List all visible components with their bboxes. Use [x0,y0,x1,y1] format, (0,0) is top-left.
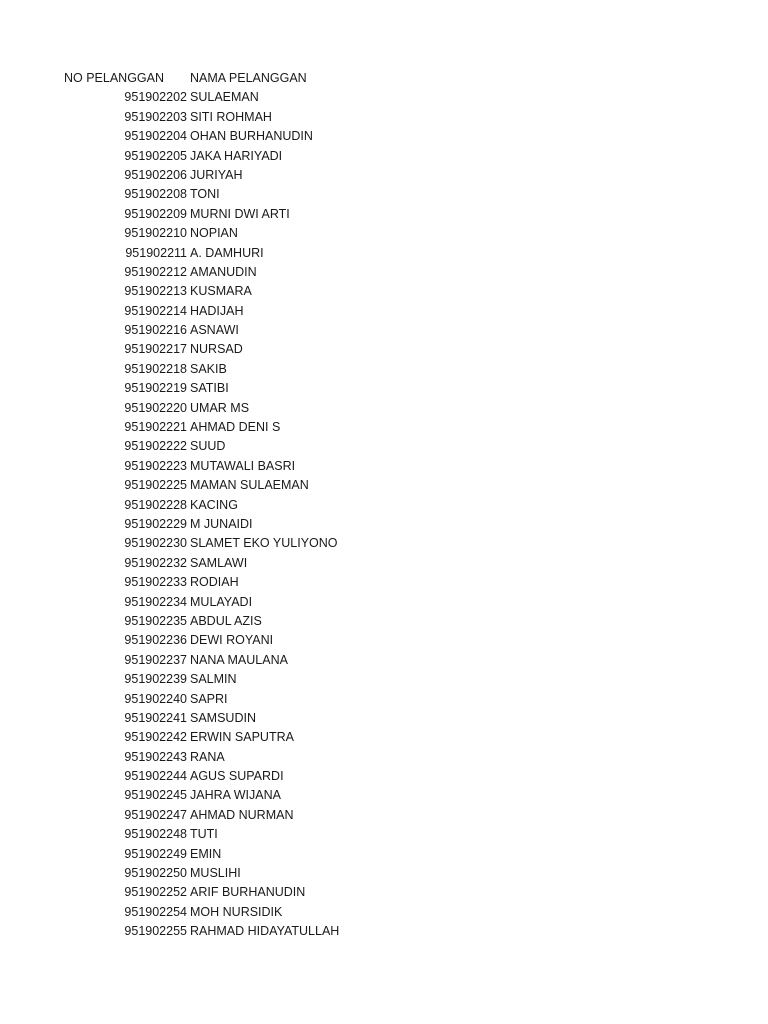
customer-name: UMAR MS [190,400,250,415]
table-row [0,166,768,185]
customer-name: NOPIAN [190,226,238,241]
table-row [0,321,768,340]
table-row [0,515,768,534]
customer-list [0,88,768,941]
table-row [0,748,768,767]
customer-number: 951902250 [124,866,187,881]
table-row [0,593,768,612]
customer-number: 951902206 [124,167,187,182]
table-row [0,573,768,592]
customer-name: SITI ROHMAH [190,109,272,124]
table-row [0,903,768,922]
customer-name: SAPRI [190,691,228,706]
table-row [0,302,768,321]
customer-number: 951902210 [124,226,187,241]
customer-number: 951902233 [124,575,187,590]
customer-name: SAMSUDIN [190,710,256,725]
customer-number: 951902237 [124,652,187,667]
table-row [0,728,768,747]
customer-name: ARIF BURHANUDIN [190,885,306,900]
customer-number: 951902241 [124,710,187,725]
customer-name: EMIN [190,846,222,861]
customer-name: AHMAD NURMAN [190,807,294,822]
customer-number: 951902252 [124,885,187,900]
customer-number: 951902202 [124,90,187,105]
customer-name: SUUD [190,439,226,454]
table-row [0,224,768,243]
customer-number: 951902204 [124,129,187,144]
customer-number: 951902244 [124,769,187,784]
table-row [0,147,768,166]
table-row [0,185,768,204]
customer-number: 951902208 [124,187,187,202]
customer-number: 951902222 [124,439,187,454]
customer-number: 951902240 [124,691,187,706]
customer-name: MUSLIHI [190,866,241,881]
customer-number: 951902223 [124,458,187,473]
customer-number: 951902247 [124,807,187,822]
customer-name: MULAYADI [190,594,253,609]
customer-name: AGUS SUPARDI [190,769,284,784]
customer-number: 951902245 [124,788,187,803]
table-row [0,883,768,902]
customer-number: 951902218 [124,361,187,376]
customer-number: 951902232 [124,555,187,570]
table-row [0,399,768,418]
table-row [0,418,768,437]
customer-name: M JUNAIDI [190,516,253,531]
table-row [0,864,768,883]
header-nama-pelanggan: NAMA PELANGGAN [190,71,307,85]
table-row [0,476,768,495]
table-row [0,88,768,107]
customer-name: NANA MAULANA [190,652,288,667]
customer-name: JURIYAH [190,167,243,182]
customer-number: 951902236 [124,633,187,648]
customer-name: AHMAD DENI S [190,420,281,435]
table-row [0,127,768,146]
customer-name: TONI [190,187,220,202]
customer-number: 951902205 [124,148,187,163]
customer-name: OHAN BURHANUDIN [190,129,313,144]
table-row [0,631,768,650]
customer-name: HADIJAH [190,303,244,318]
customer-number: 951902228 [124,497,187,512]
table-row [0,437,768,456]
header-row [0,69,768,88]
customer-name: JAKA HARIYADI [190,148,283,163]
customer-sheet [0,69,768,942]
table-row [0,786,768,805]
table-row [0,554,768,573]
table-row [0,767,768,786]
header-no-pelanggan: NO PELANGGAN [64,71,165,85]
customer-name: A. DAMHURI [190,245,264,260]
customer-number: 951902219 [124,381,187,396]
customer-name: NURSAD [190,342,243,357]
customer-number: 951902225 [124,478,187,493]
customer-number: 951902221 [124,420,187,435]
customer-number: 951902254 [124,904,187,919]
customer-name: RODIAH [190,575,239,590]
customer-number: 951902217 [124,342,187,357]
customer-name: SLAMET EKO YULIYONO [190,536,338,551]
table-row [0,709,768,728]
table-row [0,379,768,398]
customer-number: 951902212 [124,264,187,279]
table-row [0,340,768,359]
table-row [0,282,768,301]
customer-name: RAHMAD HIDAYATULLAH [190,924,340,939]
customer-name: SAMLAWI [190,555,248,570]
customer-name: SULAEMAN [190,90,259,105]
customer-number: 951902243 [124,749,187,764]
customer-number: 951902239 [124,672,187,687]
customer-name: SAKIB [190,361,227,376]
customer-number: 951902229 [124,516,187,531]
customer-number: 951902203 [124,109,187,124]
customer-number: 951902220 [124,400,187,415]
table-row [0,108,768,127]
table-row [0,263,768,282]
customer-number: 951902209 [124,206,187,221]
table-row [0,690,768,709]
table-row [0,457,768,476]
table-row [0,825,768,844]
customer-name: KUSMARA [190,284,252,299]
customer-number: 951902216 [124,323,187,338]
customer-name: ABDUL AZIS [190,613,262,628]
customer-number: 951902214 [124,303,187,318]
customer-number: 951902230 [124,536,187,551]
customer-name: AMANUDIN [190,264,257,279]
table-row [0,670,768,689]
customer-name: MOH NURSIDIK [190,904,283,919]
customer-number: 951902213 [124,284,187,299]
customer-name: KACING [190,497,238,512]
table-row [0,845,768,864]
customer-number: 951902248 [124,827,187,842]
table-row [0,806,768,825]
customer-number: 951902211 [125,245,187,260]
customer-name: TUTI [190,827,218,842]
customer-number: 951902255 [124,924,187,939]
table-row [0,534,768,553]
table-row [0,244,768,263]
customer-name: MUTAWALI BASRI [190,458,296,473]
customer-name: ERWIN SAPUTRA [190,730,294,745]
customer-number: 951902234 [124,594,187,609]
customer-number: 951902235 [124,613,187,628]
customer-name: RANA [190,749,225,764]
customer-name: MURNI DWI ARTI [190,206,290,221]
table-row [0,360,768,379]
table-row [0,612,768,631]
customer-number: 951902249 [124,846,187,861]
table-row [0,922,768,941]
customer-name: SATIBI [190,381,229,396]
customer-name: MAMAN SULAEMAN [190,478,309,493]
table-row [0,651,768,670]
customer-name: ASNAWI [190,323,239,338]
customer-name: DEWI ROYANI [190,633,274,648]
table-row [0,205,768,224]
customer-number: 951902242 [124,730,187,745]
table-row [0,496,768,515]
customer-name: JAHRA WIJANA [190,788,281,803]
customer-name: SALMIN [190,672,237,687]
